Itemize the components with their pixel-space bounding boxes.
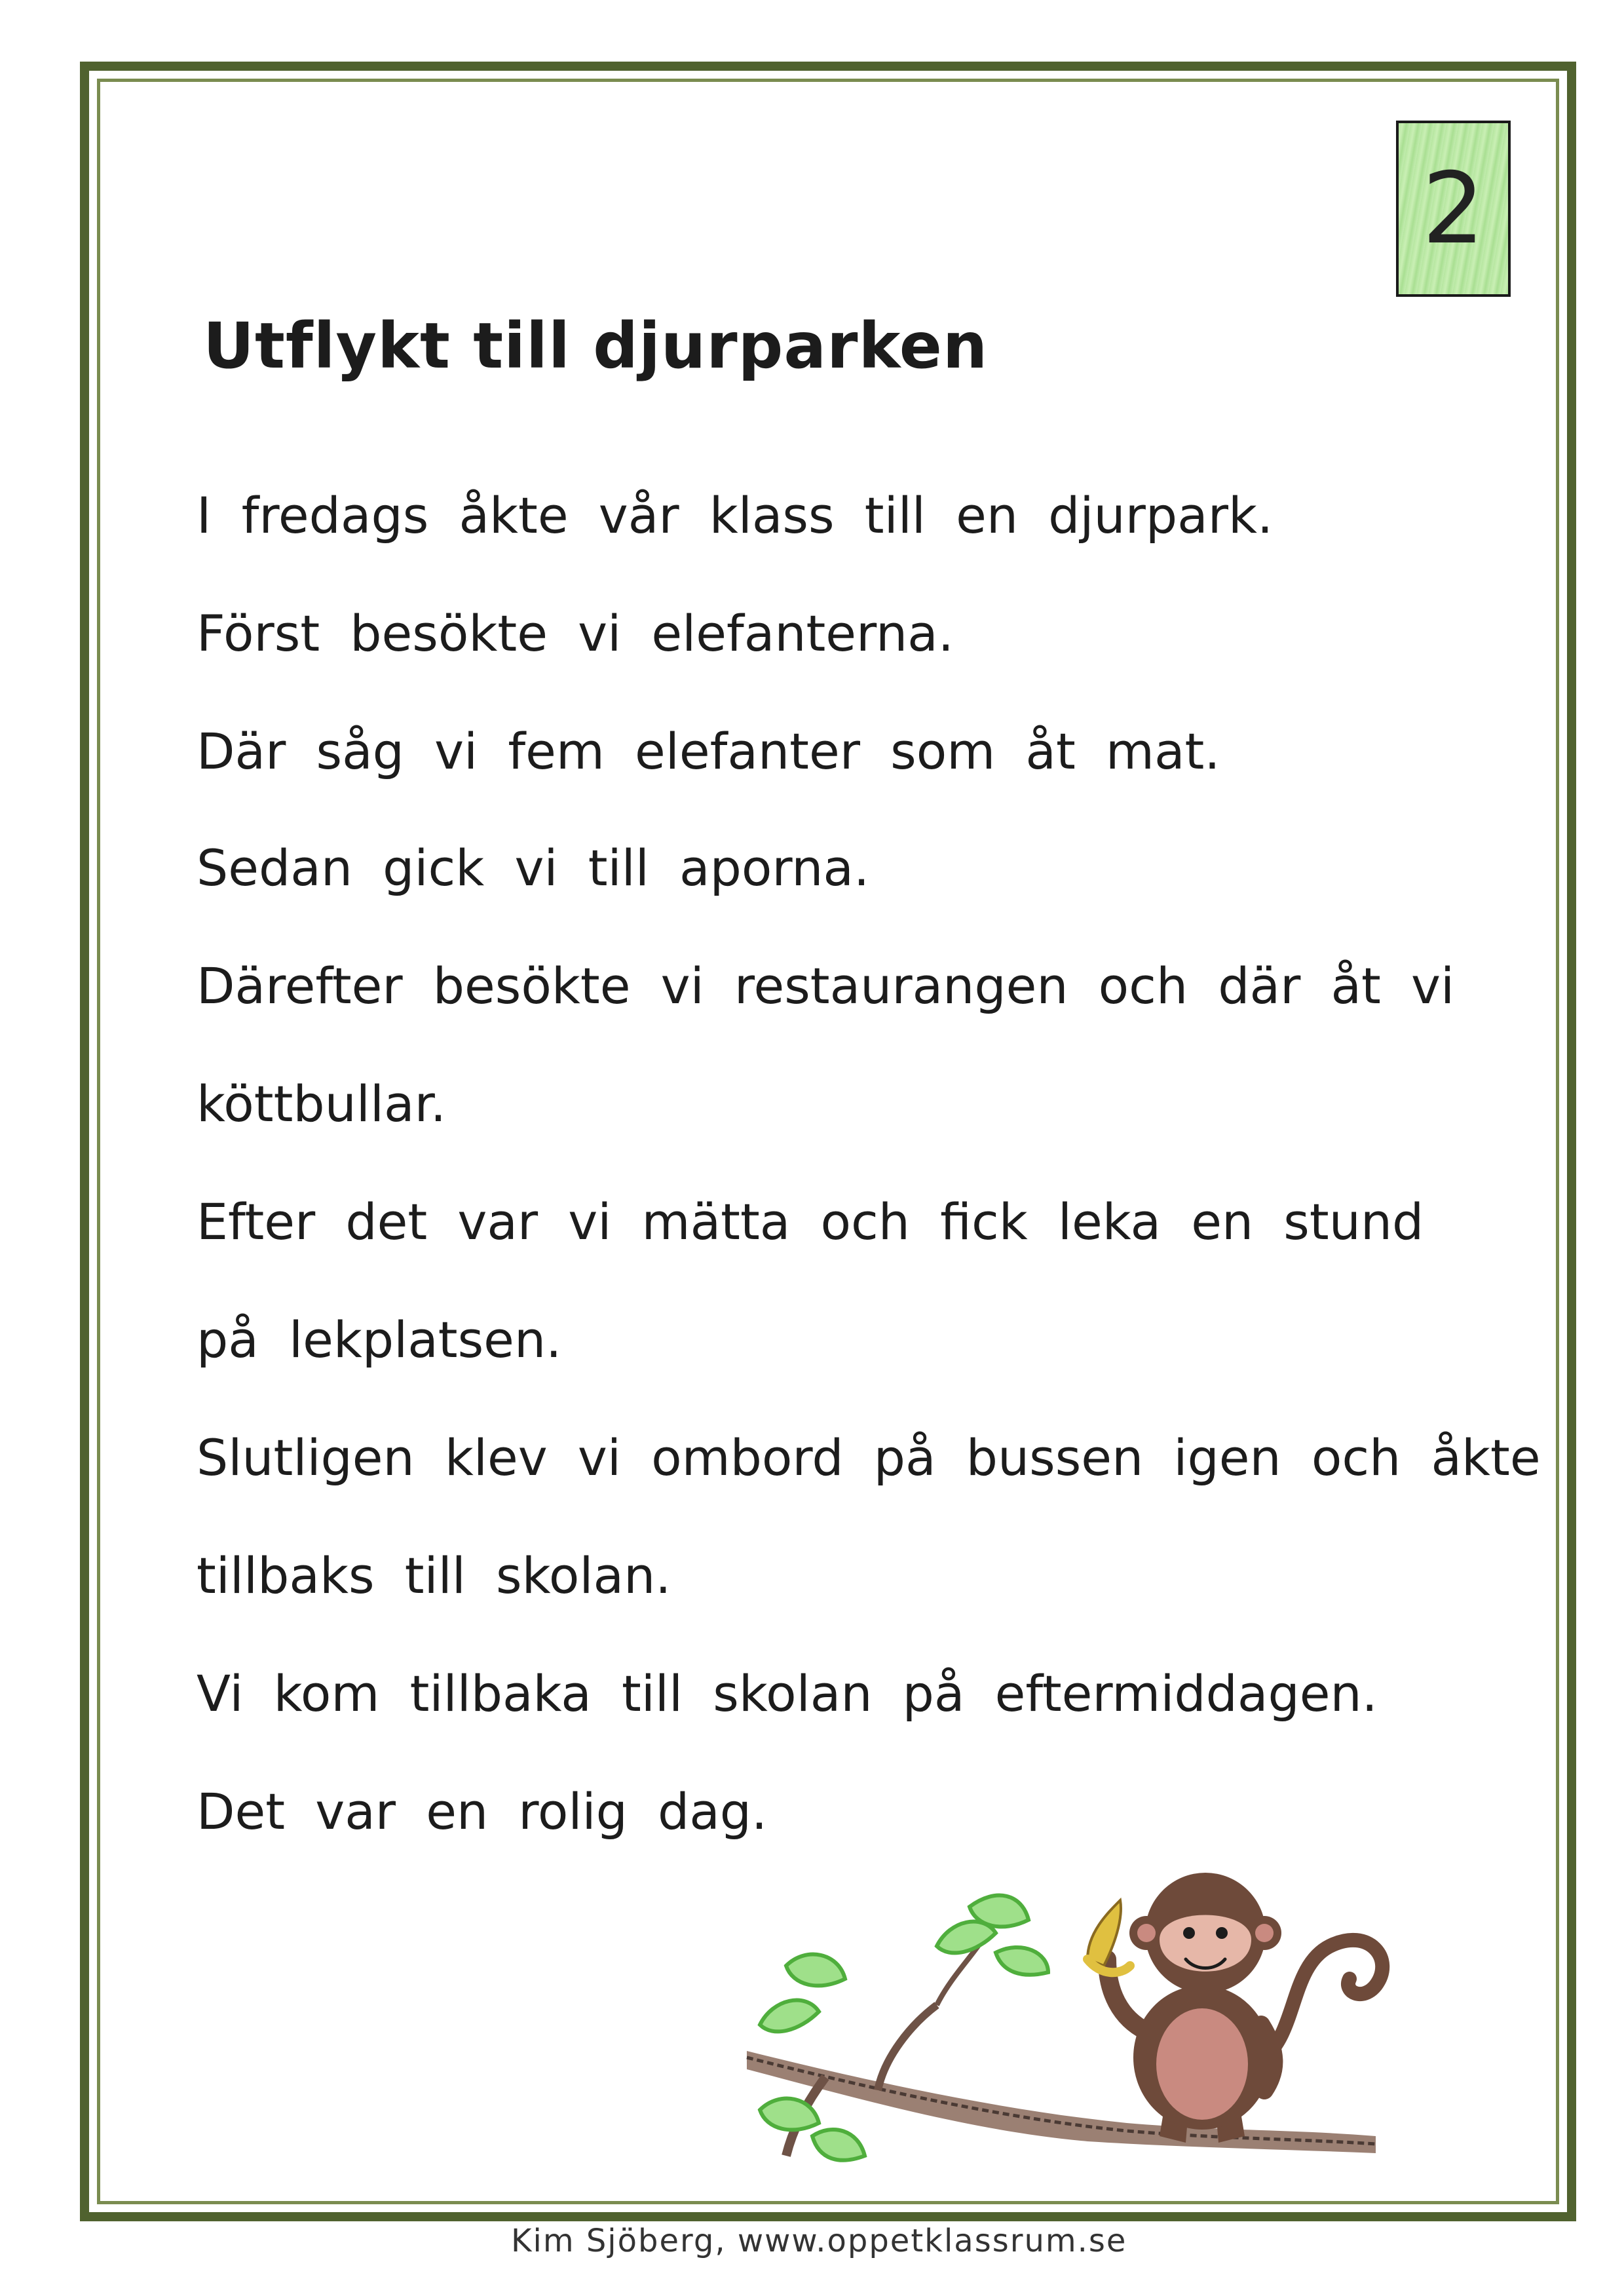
story-line: Först besökte vi elefanterna. — [197, 604, 954, 662]
story-line: Slutligen klev vi ombord på bussen igen och åkte — [197, 1428, 1541, 1487]
worksheet-title: Utflykt till djurparken — [203, 309, 989, 383]
story-line: Efter det var vi mätta och fick leka en stund — [197, 1193, 1424, 1251]
monkey-on-branch-illustration — [721, 1861, 1408, 2175]
story-line: Därefter besökte vi restaurangen och där åt vi — [197, 957, 1455, 1015]
story-line: köttbullar. — [197, 1075, 447, 1133]
monkey-icon — [1087, 1873, 1382, 2143]
story-line: på lekplatsen. — [197, 1311, 562, 1369]
story-line: Där såg vi fem elefanter som åt mat. — [197, 722, 1220, 780]
page-number: 2 — [1422, 151, 1485, 266]
footer-credit: Kim Sjöberg, www.oppetklassrum.se — [511, 2223, 1127, 2259]
story-line: I fredags åkte vår klass till en djurpark. — [197, 486, 1274, 545]
story-line: Det var en rolig dag. — [197, 1782, 768, 1841]
story-line: Sedan gick vi till aporna. — [197, 839, 870, 897]
story-line: tillbaks till skolan. — [197, 1546, 671, 1605]
story-line: Vi kom tillbaka till skolan på eftermiddagen. — [197, 1664, 1378, 1723]
page-number-badge — [1396, 121, 1511, 297]
